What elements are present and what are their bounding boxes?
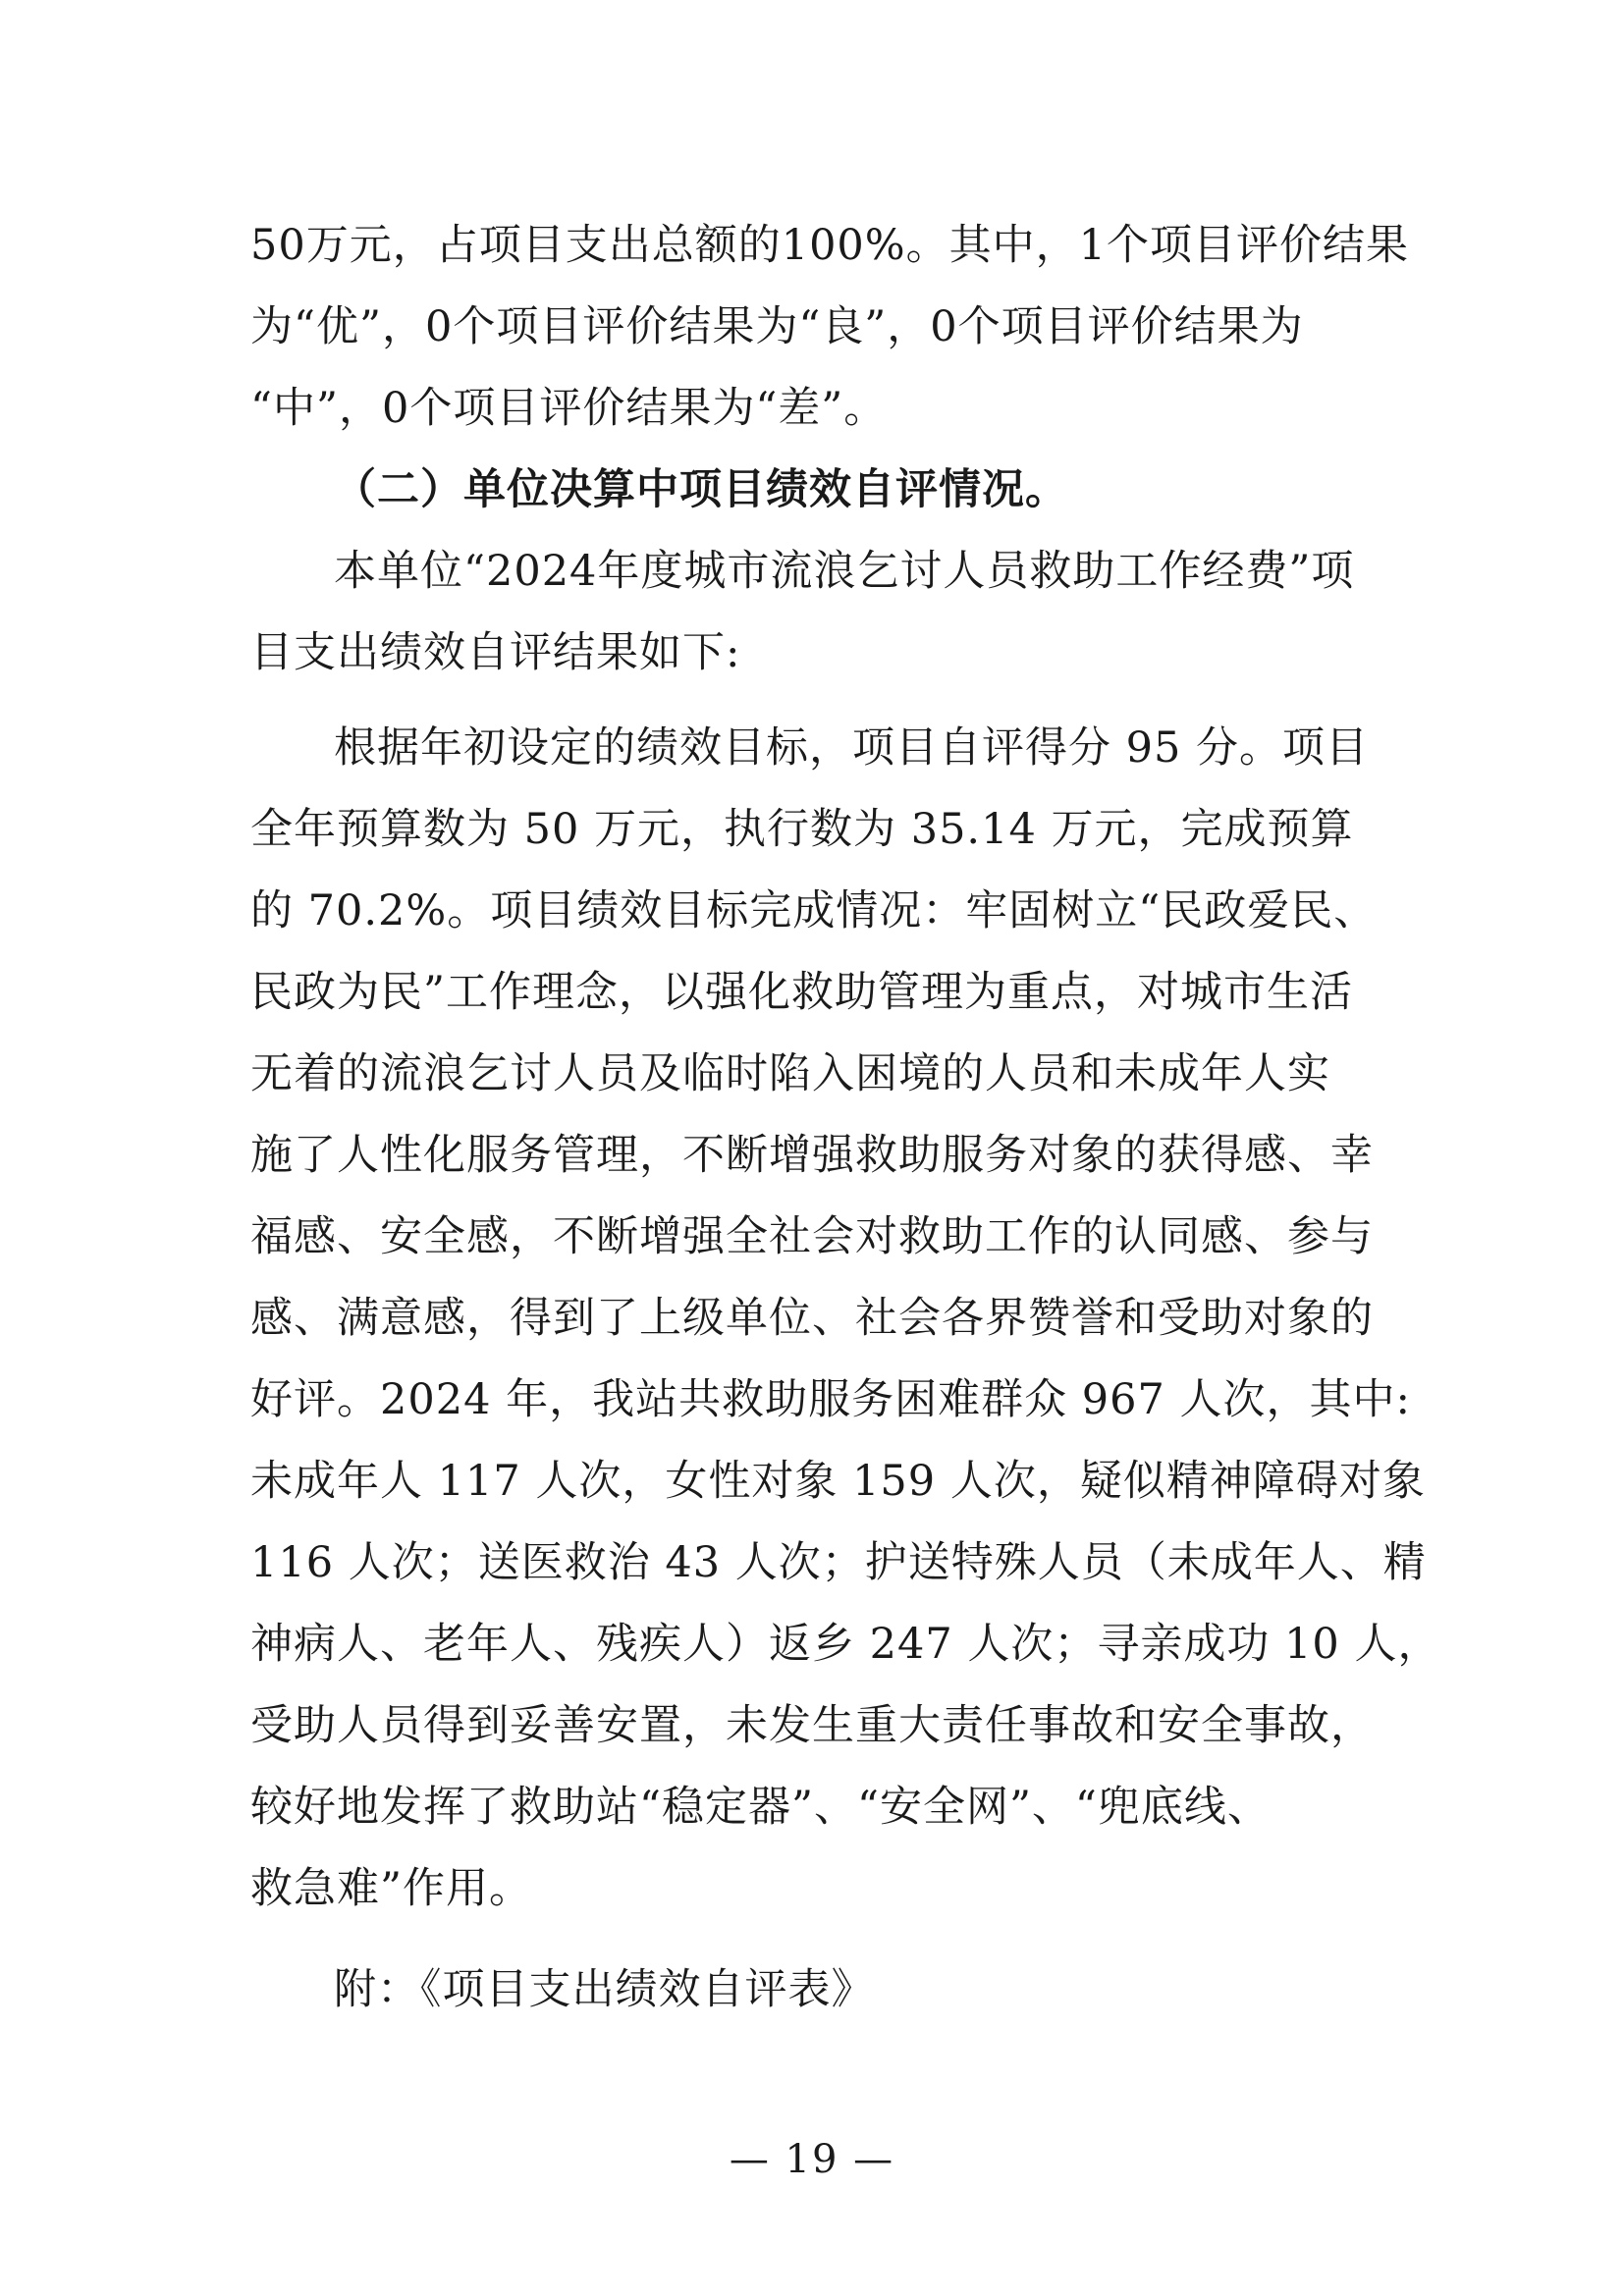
text-line-15: 好评。2024 年，我站共救助服务困难群众 967 人次，其中:	[250, 1375, 1411, 1424]
attachment-line: 附：《项目支出绩效自评表》	[334, 1965, 875, 2014]
text-line-3: “中”，0个项目评价结果为“差”。	[250, 384, 888, 433]
text-line-12: 施了人性化服务管理，不断增强救助服务对象的获得感、幸	[250, 1131, 1374, 1180]
text-line-21: 救急难”作用。	[250, 1864, 532, 1913]
text-line-16: 未成年人 117 人次，女性对象 159 人次，疑似精神障碍对象	[250, 1457, 1426, 1506]
text-line-1: 50万元，占项目支出总额的100%。其中，1个项目评价结果	[250, 221, 1410, 270]
text-line-13: 福感、安全感，不断增强全社会对救助工作的认同感、参与	[250, 1212, 1374, 1261]
text-line-20: 较好地发挥了救助站“稳定器”、“安全网”、“兜底线、	[250, 1783, 1271, 1832]
section-heading: （二）单位决算中项目绩效自评情况。	[334, 465, 1068, 514]
text-line-14: 感、满意感，得到了上级单位、社会各界赞誉和受助对象的	[250, 1294, 1374, 1343]
text-line-6: 目支出绩效自评结果如下:	[250, 628, 741, 677]
text-line-10: 民政为民”工作理念，以强化救助管理为重点，对城市生活	[250, 968, 1353, 1017]
text-line-2: 为“优”，0个项目评价结果为“良”，0个项目评价结果为	[250, 302, 1304, 351]
text-line-8: 全年预算数为 50 万元，执行数为 35.14 万元，完成预算	[250, 805, 1354, 854]
text-line-18: 神病人、老年人、残疾人）返乡 247 人次；寻亲成功 10 人，	[250, 1620, 1441, 1669]
text-line-11: 无着的流浪乞讨人员及临时陷入困境的人员和未成年人实	[250, 1049, 1330, 1098]
page-number: — 19 —	[729, 2137, 895, 2182]
text-line-5: 本单位“2024年度城市流浪乞讨人员救助工作经费”项	[334, 547, 1355, 596]
text-line-7: 根据年初设定的绩效目标，项目自评得分 95 分。项目	[334, 723, 1370, 773]
text-line-17: 116 人次；送医救治 43 人次；护送特殊人员（未成年人、精	[250, 1538, 1427, 1587]
text-line-9: 的 70.2%。项目绩效目标完成情况：牢固树立“民政爱民、	[250, 886, 1378, 935]
text-line-19: 受助人员得到妥善安置，未发生重大责任事故和安全事故，	[250, 1701, 1374, 1750]
